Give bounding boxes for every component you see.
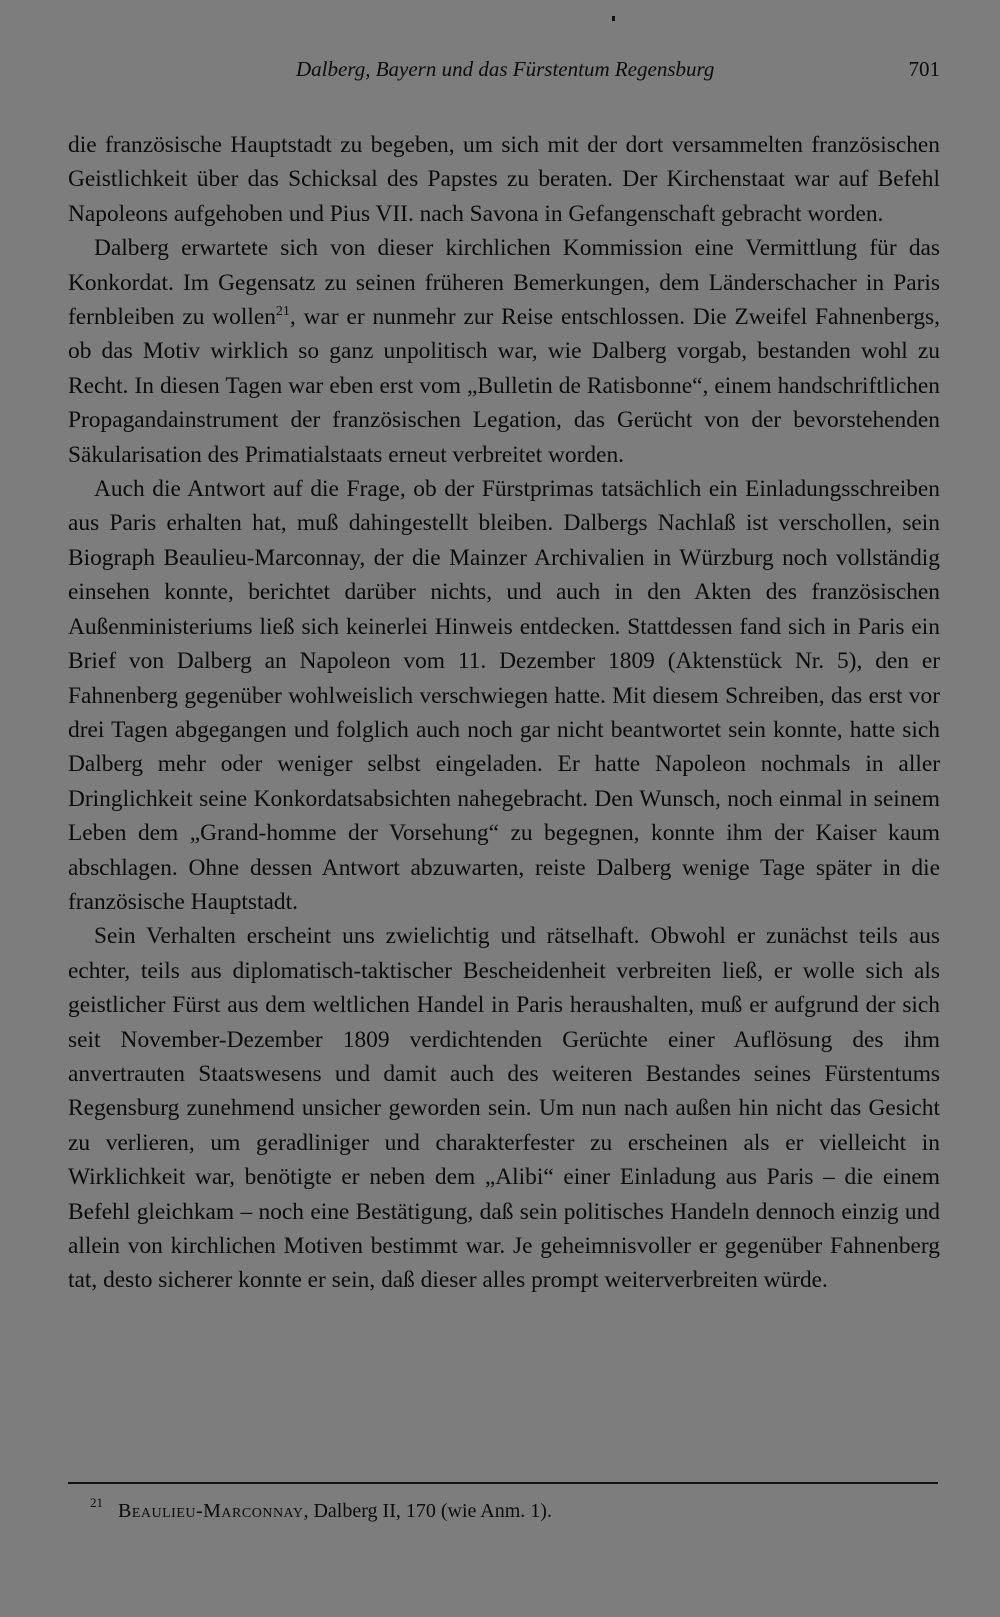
paragraph-2 [68,231,940,472]
paragraph-3 [68,472,940,919]
paragraph-text: die französische Hauptstadt zu begeben, um sich mit der dort versammelten französischen Geistlichkeit über das Schicksal des Papstes zu beraten. Der Kirchenstaat war auf Befehl Napoleons aufgehoben und Pius VII. nach Savona in Gefangenschaft gebracht worden. [68,132,940,227]
footnote-author: Beaulieu-Marconnay [118,1500,304,1522]
body-text [68,128,940,1298]
print-speck [612,16,615,21]
footnote-reference: 21 [275,304,290,320]
paragraph-text: Sein Verhalten erscheint uns zwielichtig und rätselhaft. Obwohl er zunächst teils aus echter, teils aus diplomatisch-taktischer Bescheidenheit verbreiten ließ, er wolle sich als geistlicher Fürst aus dem weltlichen Handel in Paris heraushalten, muß er aufgrund der sich seit November-Dezember 1809 verdichtenden Gerüchte einer Auflösung des ihm anvertrauten Staatswesens und damit auch des weiteren Bestandes seines Fürstentums Regensburg zunehmend unsicher geworden sein. Um nun nach außen hin nicht das Gesicht zu verlieren, um geradliniger und charakterfester zu erscheinen als er vielleicht in Wirklichkeit war, benötigte er neben dem „Alibi“ einer Einladung aus Paris – die einem Befehl gleichkam – noch eine Bestätigung, daß sein politisches Handeln dennoch einzig und allein von kirchlichen Motiven bestimmt war. Je geheimnisvoller er gegenüber Fahnenberg tat, desto sicherer konnte er sein, daß dieser alles prompt weiterverbreiten würde. [68,923,940,1294]
paragraph-1 [68,128,940,231]
footnote-divider [68,1482,938,1484]
footnote-citation: , Dalberg II, 170 (wie Anm. 1). [303,1500,552,1522]
page-number: 701 [908,57,940,81]
footnote-number: 21 [90,1495,103,1510]
paragraph-text: Auch die Antwort auf die Frage, ob der Fürstprimas tatsächlich ein Einladungsschreiben aus Paris erhalten hat, muß dahingestellt bleiben. Dalbergs Nachlaß ist verschollen, sein Biograph Beaulieu-Marconnay, der die Mainzer Archivalien in Würzburg noch vollständig einsehen konnte, berichtet darüber nichts, und auch in den Akten des französischen Außenministeriums ließ sich keinerlei Hinweis entdecken. Stattdessen fand sich in Paris ein Brief von Dalberg an Napoleon vom 11. Dezember 1809 (Aktenstück Nr. 5), den er Fahnenberg gegenüber wohlweislich verschwiegen hatte. Mit diesem Schreiben, das erst vor drei Tagen abgegangen und folglich auch noch gar nicht beantwortet sein konnte, hatte sich Dalberg mehr oder weniger selbst eingeladen. Er hatte Napoleon nochmals in aller Dringlichkeit seine Konkordatsabsichten nahegebracht. Den Wunsch, noch einmal in seinem Leben dem „Grand-homme der Vorsehung“ zu begegnen, konnte ihm der Kaiser kaum abschlagen. Ohne dessen Antwort abzuwarten, reiste Dalberg wenige Tage später in die französische Hauptstadt. [68,476,940,915]
paragraph-text: Dalberg erwartete sich von dieser kirchlichen Kommission eine Vermittlung für das Konkordat. Im Gegensatz zu seinen früheren Bemerkungen, dem Länderschacher in Paris fernbleiben zu wollen [68,235,940,331]
paragraph-4 [68,919,940,1297]
footnote-text [118,1498,552,1524]
paragraph-text: , war er nunmehr zur Reise entschlossen. Die Zweifel Fahnenbergs, ob das Motiv wirklich so ganz unpolitisch war, wie Dalberg vorgab, bestanden wohl zu Recht. In diesen Tagen war eben erst vom „Bulletin de Ratisbonne“, einem handschriftlichen Propagandainstrument der französischen Legation, das Gerücht von der bevorstehenden Säkularisation des Primatialstaats erneut verbreitet worden. [68,304,940,468]
running-head [68,57,940,87]
running-title: Dalberg, Bayern und das Fürstentum Regensburg [296,57,715,81]
